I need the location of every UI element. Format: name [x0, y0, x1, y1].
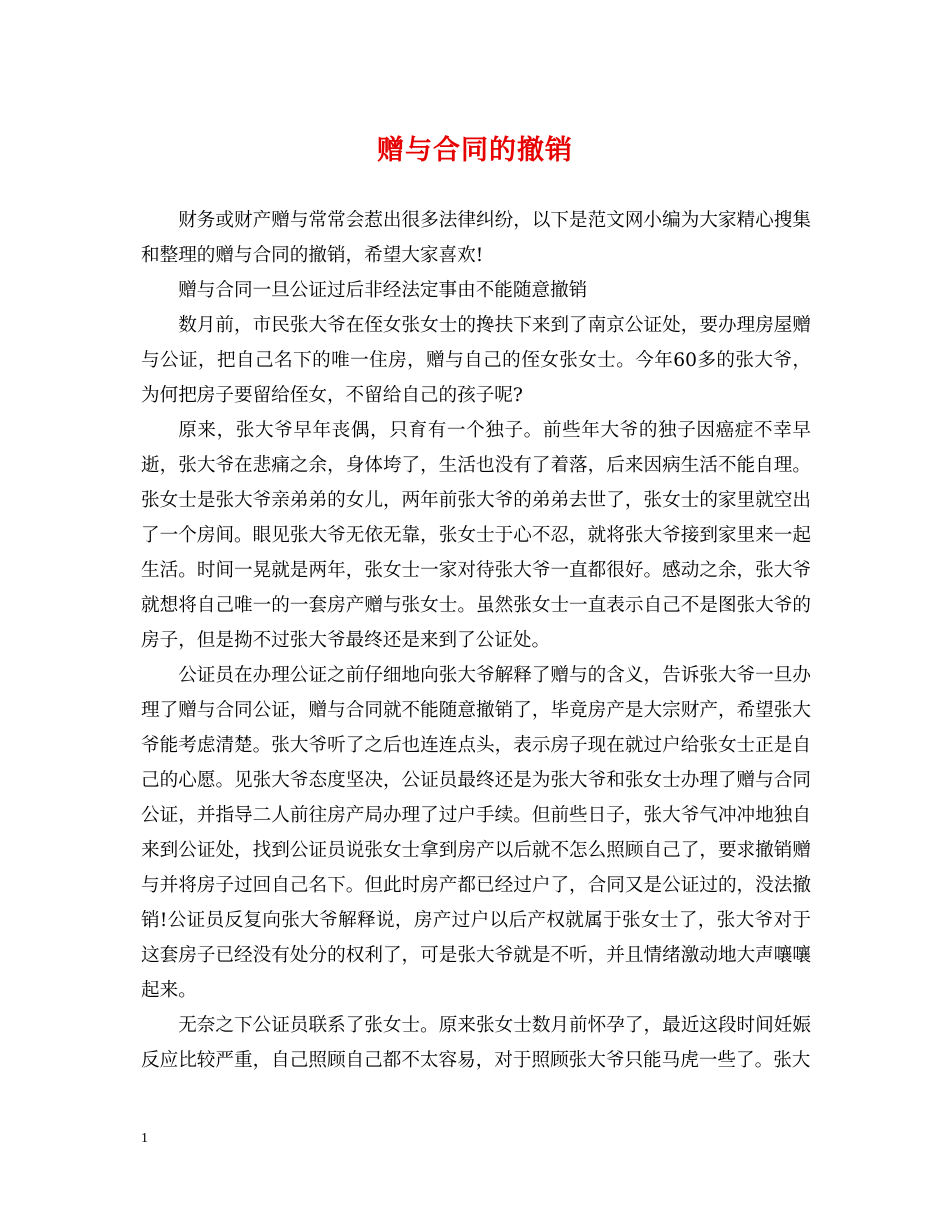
- paragraph-story-start: 数月前，市民张大爷在侄女张女士的搀扶下来到了南京公证处，要办理房屋赠与公证，把自己名下的唯一住房，赠与自己的侄女张女士。今年60多的张大爷，为何把房子要留给侄女，不留给自己的孩子呢?: [141, 315, 811, 406]
- paragraph-subheading: 赠与合同一旦公证过后非经法定事由不能随意撤销: [178, 280, 588, 301]
- paragraph-intro: 财务或财产赠与常常会惹出很多法律纠纷，以下是范文网小编为大家精心搜集和整理的赠与合同的撤销，希望大家喜欢!: [141, 210, 811, 266]
- document-title: 赠与合同的撤销: [377, 135, 573, 166]
- paragraph-notary: 公证员在办理公证之前仔细地向张大爷解释了赠与的含义，告诉张大爷一旦办理了赠与合同公证，赠与合同就不能随意撤销了，毕竟房产是大宗财产，希望张大爷能考虑清楚。张大爷听了之后也连连点头，表示房子现在就过户给张女士正是自己的心愿。见张大爷态度坚决，公证员最终还是为张大爷和张女士办理了赠与合同公证，并指导二人前往房产局办理了过户手续。但前些日子，张大爷气冲冲地独自来到公证处，找到公证员说张女士拿到房产以后就不怎么照顾自己了，要求撤销赠与并将房子过回自己名下。但此时房产都已经过户了，合同又是公证过的，没法撤销!公证员反复向张大爷解释说，房产过户以后产权就属于张女士了，张大爷对于这套房子已经没有处分的权利了，可是张大爷就是不听，并且情绪激动地大声嚷嚷起来。: [141, 665, 811, 1001]
- document-body: [141, 203, 811, 1078]
- paragraph-continuation: 无奈之下公证员联系了张女士。原来张女士数月前怀孕了，最近这段时间妊娠反应比较严重，自己照顾自己都不太容易，对于照顾张大爷只能马虎一些了。张大: [141, 1015, 811, 1071]
- page-number: 1: [141, 1131, 148, 1146]
- paragraph-background: 原来，张大爷早年丧偶，只育有一个独子。前些年大爷的独子因癌症不幸早逝，张大爷在悲痛之余，身体垮了，生活也没有了着落，后来因病生活不能自理。张女士是张大爷亲弟弟的女儿，两年前张大爷的弟弟去世了，张女士的家里就空出了一个房间。眼见张大爷无依无靠，张女士于心不忍，就将张大爷接到家里来一起生活。时间一晃就是两年，张女士一家对待张大爷一直都很好。感动之余，张大爷就想将自己唯一的一套房产赠与张女士。虽然张女士一直表示自己不是图张大爷的房子，但是拗不过张大爷最终还是来到了公证处。: [141, 420, 811, 651]
